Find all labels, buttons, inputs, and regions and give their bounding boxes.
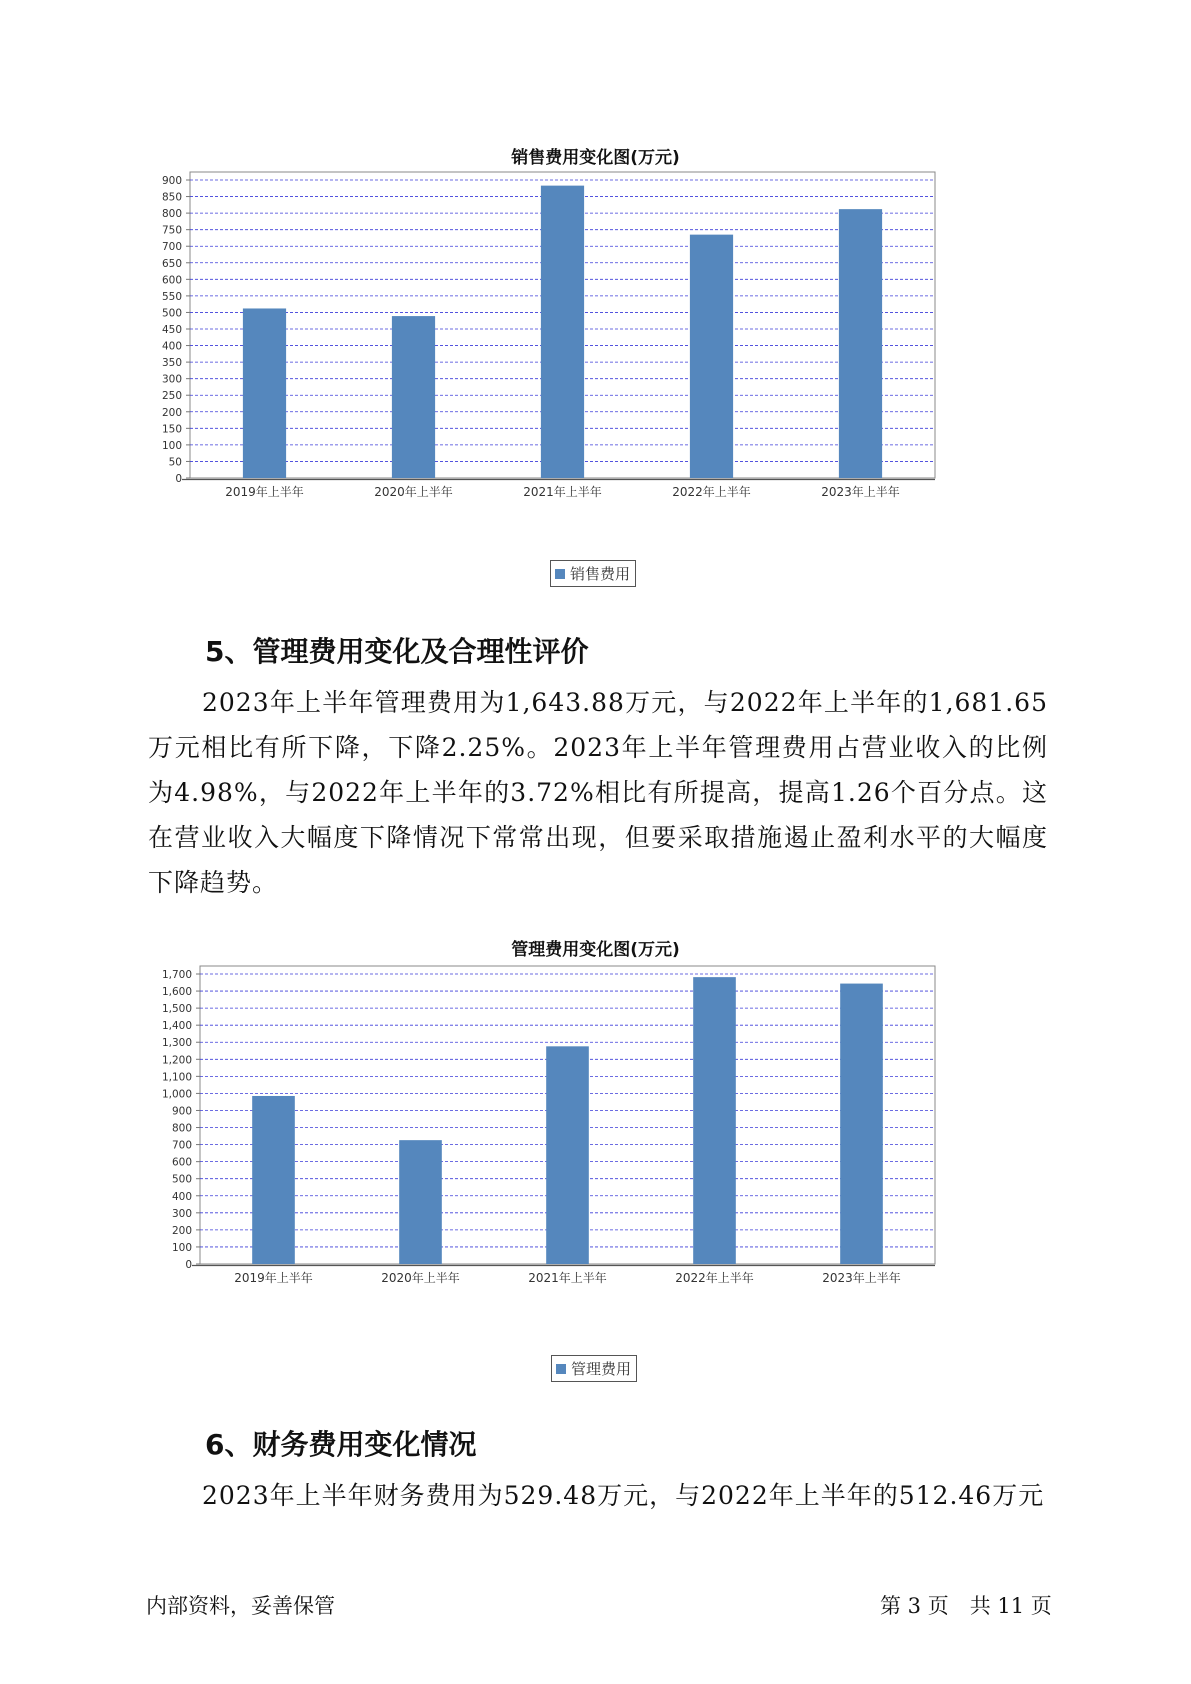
y-tick-label: 0 xyxy=(175,473,182,485)
y-tick-label: 1,500 xyxy=(161,1003,192,1016)
y-tick-label: 1,200 xyxy=(161,1054,192,1067)
y-tick-label: 1,000 xyxy=(161,1088,192,1101)
footer-page-number: 第 3 页 共 11 页 xyxy=(880,1594,1052,1618)
section-6-text: 2023年上半年财务费用为529.48万元，与2022年上半年的512.46万元 xyxy=(202,1481,1045,1510)
bar xyxy=(392,316,435,478)
x-tick-label: 2021年上半年 xyxy=(523,485,602,499)
y-tick-label: 850 xyxy=(161,191,182,204)
chart-title-sales: 销售费用变化图(万元) xyxy=(511,148,680,168)
y-tick-label: 350 xyxy=(161,357,182,370)
chart-title-admin: 管理费用变化图(万元) xyxy=(511,940,680,960)
chart-admin-svg xyxy=(150,962,970,1314)
y-tick-label: 400 xyxy=(161,340,182,353)
y-tick-label: 200 xyxy=(161,406,182,419)
x-tick-label: 2023年上半年 xyxy=(821,485,900,499)
bar xyxy=(243,308,286,478)
y-tick-label: 150 xyxy=(161,423,182,436)
footer-confidential: 内部资料，妥善保管 xyxy=(146,1594,335,1618)
bar xyxy=(546,1046,589,1264)
y-tick-label: 800 xyxy=(161,208,182,221)
y-tick-label: 700 xyxy=(171,1139,192,1152)
chart-sales-svg xyxy=(150,168,950,518)
bar xyxy=(840,984,883,1264)
bar xyxy=(690,235,733,478)
y-tick-label: 100 xyxy=(161,439,182,452)
y-tick-label: 600 xyxy=(161,274,182,287)
chart-admin-expense xyxy=(150,962,970,1314)
y-tick-label: 500 xyxy=(161,307,182,320)
x-tick-label: 2020年上半年 xyxy=(374,485,453,499)
legend-swatch xyxy=(555,569,565,579)
bar xyxy=(399,1140,442,1264)
y-tick-label: 900 xyxy=(161,175,182,187)
y-tick-label: 0 xyxy=(185,1259,192,1271)
y-tick-label: 750 xyxy=(161,224,182,237)
section-6-paragraph xyxy=(148,1473,1048,1518)
x-tick-label: 2023年上半年 xyxy=(822,1271,901,1285)
x-tick-label: 2022年上半年 xyxy=(672,485,751,499)
section-6-heading: 6、财务费用变化情况 xyxy=(205,1428,477,1461)
y-tick-label: 600 xyxy=(171,1156,192,1169)
legend-sales xyxy=(550,560,636,587)
y-tick-label: 1,100 xyxy=(161,1071,192,1084)
y-tick-label: 250 xyxy=(161,390,182,403)
y-tick-label: 200 xyxy=(171,1224,192,1237)
y-tick-label: 800 xyxy=(171,1122,192,1135)
section-5-heading: 5、管理费用变化及合理性评价 xyxy=(205,635,589,668)
chart-sales-expense xyxy=(150,168,950,518)
legend-label: 管理费用 xyxy=(571,1360,632,1378)
y-tick-label: 100 xyxy=(171,1241,192,1254)
y-tick-label: 1,600 xyxy=(161,986,192,999)
x-tick-label: 2019年上半年 xyxy=(234,1271,313,1285)
y-tick-label: 550 xyxy=(161,290,182,303)
section-5-text: 2023年上半年管理费用为1,643.88万元，与2022年上半年的1,681.65万元相比有所下降，下降2.25%。2023年上半年管理费用占营业收入的比例为4.98%，与2022年上半年的3.72%相比有所提高，提高1.26个百分点。这在营业收入大幅度下降情况下常常出现，但要采取措施遏止盈利水平的大幅度下降趋势。 xyxy=(148,688,1048,897)
section-5-paragraph xyxy=(148,680,1048,905)
legend-label: 销售费用 xyxy=(570,565,631,583)
x-tick-label: 2021年上半年 xyxy=(528,1271,607,1285)
y-tick-label: 700 xyxy=(161,241,182,254)
legend-admin xyxy=(551,1355,637,1382)
x-tick-label: 2019年上半年 xyxy=(225,485,304,499)
y-tick-label: 450 xyxy=(161,324,182,336)
y-tick-label: 500 xyxy=(171,1173,192,1186)
x-tick-label: 2022年上半年 xyxy=(675,1271,754,1285)
legend-swatch xyxy=(556,1364,566,1374)
bar xyxy=(839,209,882,478)
y-tick-label: 650 xyxy=(161,257,182,270)
y-tick-label: 900 xyxy=(171,1105,192,1118)
y-tick-label: 50 xyxy=(168,456,182,469)
bar xyxy=(252,1096,295,1264)
y-tick-label: 1,300 xyxy=(161,1037,192,1050)
y-tick-label: 300 xyxy=(171,1207,192,1220)
bar xyxy=(693,977,736,1264)
y-tick-label: 1,400 xyxy=(161,1020,192,1033)
x-tick-label: 2020年上半年 xyxy=(381,1271,460,1285)
bar xyxy=(541,186,584,478)
y-tick-label: 400 xyxy=(171,1190,192,1203)
y-tick-label: 300 xyxy=(161,373,182,386)
y-tick-label: 1,700 xyxy=(161,969,192,981)
